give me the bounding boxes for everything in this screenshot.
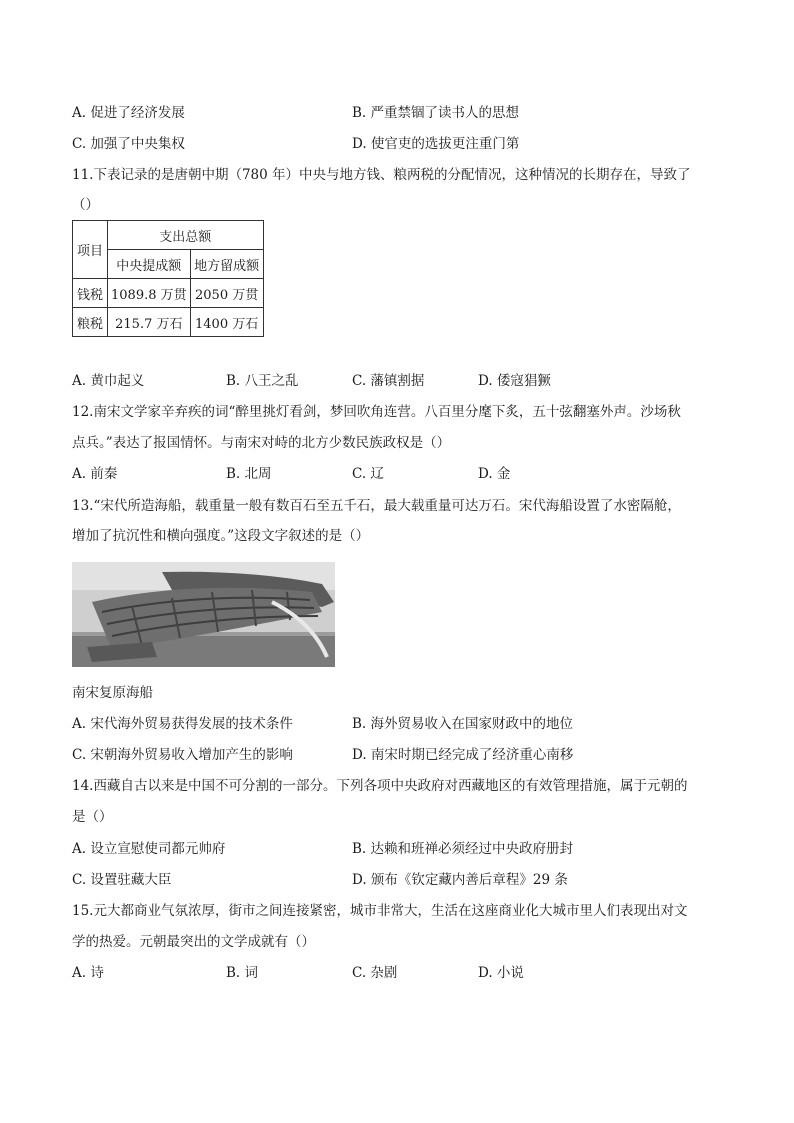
q11-stem-line1: 11.下表记录的是唐朝中期（780 年）中央与地方钱、粮两税的分配情况，这种情况的长期存在，导致了 bbox=[72, 167, 691, 183]
q11-stem-line2: （） bbox=[72, 197, 99, 213]
table-col-local: 地方留成额 bbox=[190, 250, 263, 279]
q14-option-b: B. 达赖和班禅必须经过中央政府册封 bbox=[352, 841, 574, 857]
q11-option-c: C. 藩镇割据 bbox=[352, 373, 425, 389]
q13-option-b: B. 海外贸易收入在国家财政中的地位 bbox=[352, 716, 574, 732]
q10-option-b: B. 严重禁锢了读书人的思想 bbox=[352, 105, 520, 121]
q12-option-c: C. 辽 bbox=[352, 466, 384, 482]
q12-option-b: B. 北周 bbox=[226, 466, 272, 482]
q15-option-a: A. 诗 bbox=[72, 965, 104, 981]
q10-option-a: A. 促进了经济发展 bbox=[72, 105, 185, 121]
table-row-header: 项目 bbox=[73, 221, 108, 279]
table-cell-local: 2050 万贯 bbox=[190, 279, 263, 308]
q14-option-a: A. 设立宣慰使司都元帅府 bbox=[72, 841, 226, 857]
q13-option-c: C. 宋朝海外贸易收入增加产生的影响 bbox=[72, 747, 293, 763]
table-cell-local: 1400 万石 bbox=[190, 308, 263, 337]
q13-option-a: A. 宋代海外贸易获得发展的技术条件 bbox=[72, 716, 293, 732]
q13-stem-line1: 13.“宋代所造海船，载重量一般有数百石至五千石，最大载重量可达万石。宋代海船设置了水密隔舱， bbox=[72, 498, 681, 514]
q15-option-d: D. 小说 bbox=[478, 965, 524, 981]
q12-stem-line2: 点兵。”表达了报国情怀。与南宋对峙的北方少数民族政权是（） bbox=[72, 435, 451, 451]
q15-stem-line2: 学的热爱。元朝最突出的文学成就有（） bbox=[72, 934, 315, 950]
table-cell-central: 1089.8 万贯 bbox=[108, 279, 191, 308]
table-group-header: 支出总额 bbox=[108, 221, 264, 250]
ship-model-image bbox=[72, 562, 335, 667]
tax-distribution-table bbox=[72, 220, 264, 337]
q12-option-a: A. 前秦 bbox=[72, 466, 118, 482]
q10-option-c: C. 加强了中央集权 bbox=[72, 136, 185, 152]
table-row bbox=[73, 279, 264, 308]
table-cell-item: 粮税 bbox=[73, 308, 108, 337]
q12-stem-line1: 12.南宋文学家辛弃疾的词“醉里挑灯看剑，梦回吹角连营。八百里分麾下炙，五十弦翻塞外声。沙场秋 bbox=[72, 404, 681, 420]
ship-photo bbox=[72, 562, 335, 667]
q15-option-b: B. 词 bbox=[226, 965, 259, 981]
q14-stem-line1: 14.西藏自古以来是中国不可分割的一部分。下列各项中央政府对西藏地区的有效管理措施，属于元朝的 bbox=[72, 778, 688, 794]
q15-option-c: C. 杂剧 bbox=[352, 965, 398, 981]
q14-stem-line2: 是（） bbox=[72, 809, 113, 825]
q12-option-d: D. 金 bbox=[478, 466, 511, 482]
q13-option-d: D. 南宋时期已经完成了经济重心南移 bbox=[352, 747, 574, 763]
table-col-central: 中央提成额 bbox=[108, 250, 191, 279]
q13-stem-line2: 增加了抗沉性和横向强度。”这段文字叙述的是（） bbox=[72, 528, 370, 544]
q11-option-b: B. 八王之乱 bbox=[226, 373, 299, 389]
q10-option-d: D. 使官吏的选拔更注重门第 bbox=[352, 136, 520, 152]
q14-option-c: C. 设置驻藏大臣 bbox=[72, 872, 172, 888]
q11-option-d: D. 倭寇猖獗 bbox=[478, 373, 551, 389]
table-cell-item: 钱税 bbox=[73, 279, 108, 308]
table-row bbox=[73, 308, 264, 337]
q14-option-d: D. 颁布《钦定藏内善后章程》29 条 bbox=[352, 872, 568, 888]
table-cell-central: 215.7 万石 bbox=[108, 308, 191, 337]
ship-photo-caption: 南宋复原海船 bbox=[72, 685, 153, 701]
q15-stem-line1: 15.元大都商业气氛浓厚，街市之间连接紧密，城市非常大，生活在这座商业化大城市里人们表现出对文 bbox=[72, 903, 688, 919]
q11-option-a: A. 黄巾起义 bbox=[72, 373, 145, 389]
